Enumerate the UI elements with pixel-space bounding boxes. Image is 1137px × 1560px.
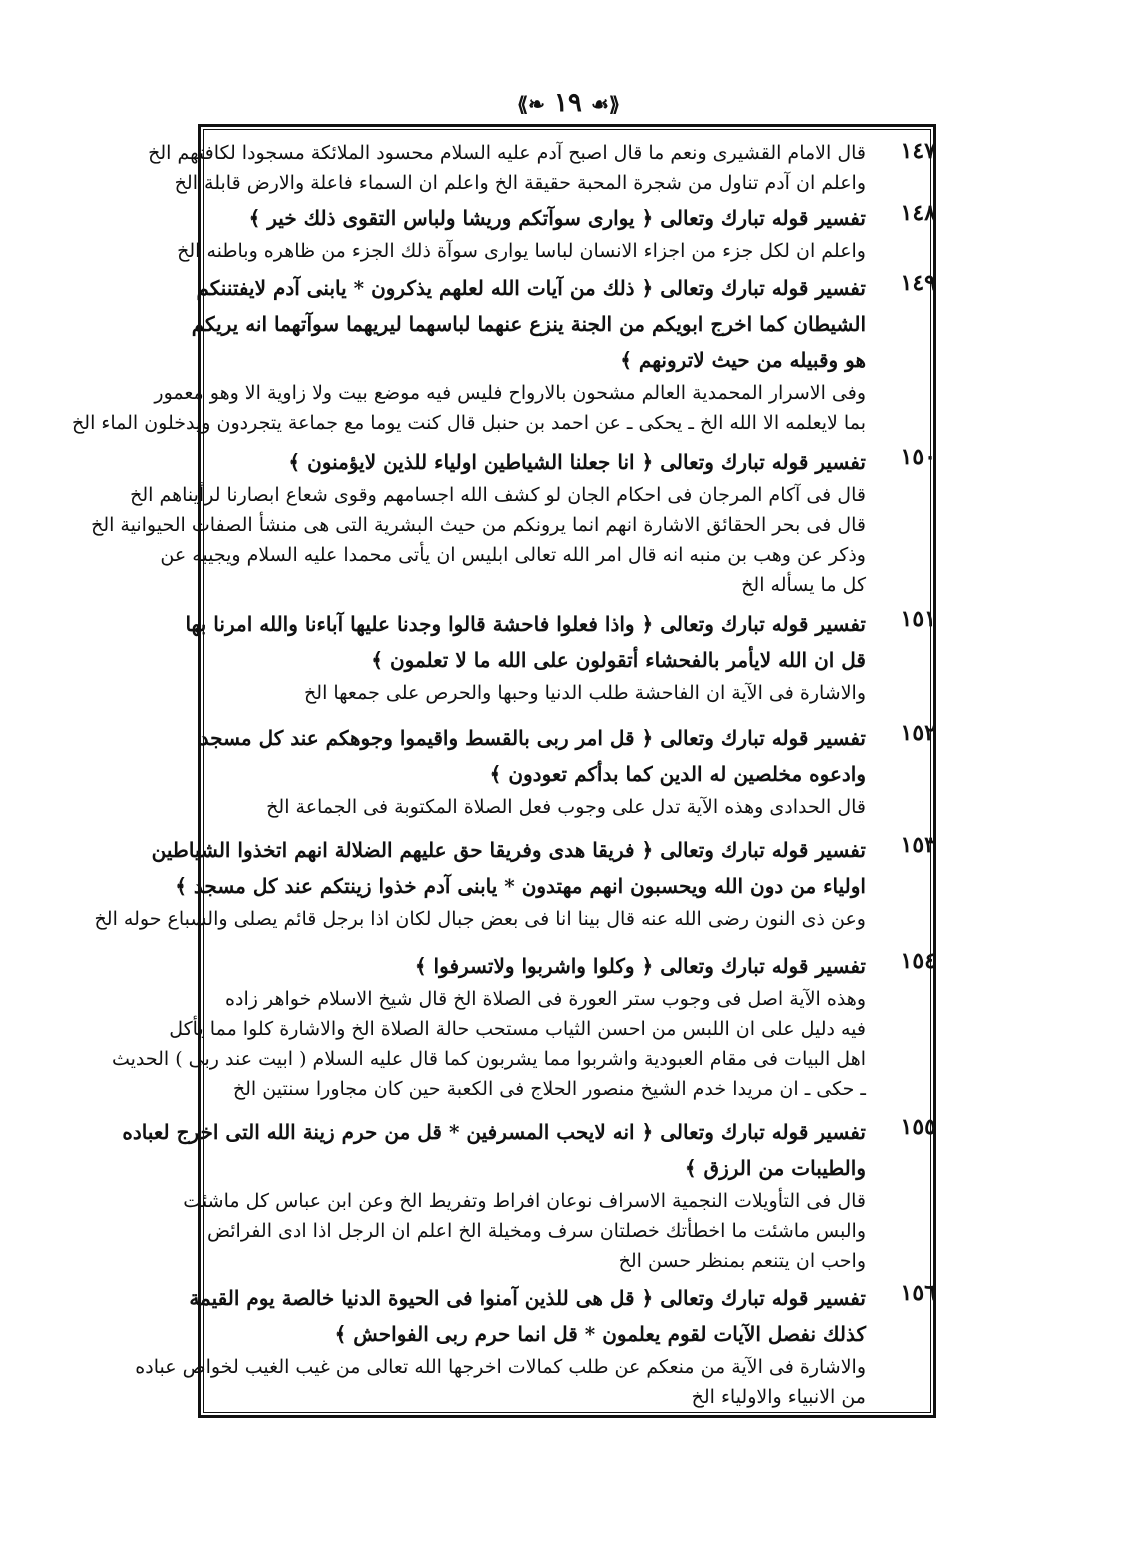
text-line: والبس ماشئت ما اخطأتك خصلتان سرف ومخيلة الخ اعلم ان الرجل اذا ادى الفرائض [206,1220,866,1242]
text-line: تفسير قوله تبارك وتعالى ﴿ انه لايحب المسرفين * قل من حرم زينة الله التى اخرج لعباده [122,1120,866,1144]
entry-lines [185,606,866,708]
text-line: بما لايعلمه الا الله الخ ـ يحكى ـ عن احمد بن حنبل قال كنت يوما مع جماعة يتجردون ويدخلون الماء الخ [72,412,866,434]
entry-number: ١٥٠ [900,444,936,470]
entry-153 [94,832,936,934]
text-line: قل ان الله لايأمر بالفحشاء أتقولون على الله ما لا تعلمون ﴾ [371,648,866,672]
entry-number: ١٥٤ [900,948,936,974]
entry-number: ١٥٦ [900,1280,936,1306]
entry-number: ١٤٧ [900,138,936,164]
entry-lines [177,200,866,266]
text-line: وادعوه مخلصين له الدين كما بدأكم تعودون ﴾ [489,762,866,786]
text-line: وذكر عن وهب بن منبه انه قال امر الله تعالى ابليس ان يأتى محمدا عليه السلام ويجيبه عن [160,544,866,566]
text-line: الشيطان كما اخرج ابويكم من الجنة ينزع عنهما لباسهما ليريهما سوآتهما انه يريكم [191,312,866,336]
entry-156 [135,1280,936,1412]
entry-lines [72,270,866,438]
entry-number: ١٥١ [900,606,936,632]
text-line: اولياء من دون الله ويحسبون انهم مهتدون * يابنى آدم خذوا زينتكم عند كل مسجد ﴾ [175,874,866,898]
entry-lines [111,948,866,1104]
text-line: تفسير قوله تبارك وتعالى ﴿ فريقا هدى وفريقا حق عليهم الضلالة انهم اتخذوا الشياطين [151,838,866,862]
entry-number: ١٥٥ [900,1114,936,1140]
entry-149 [72,270,936,438]
text-line: فيه دليل على ان اللبس من احسن الثياب مستحب حالة الصلاة الخ والاشارة كلوا مما يأكل [169,1018,866,1040]
text-line: كذلك نفصل الآيات لقوم يعلمون * قل انما حرم ربى الفواحش ﴾ [334,1322,866,1346]
ornament-left-icon: ⟪❧ [516,92,545,116]
text-line: واعلم ان لكل جزء من اجزاء الانسان لباسا يوارى سوآة ذلك الجزء من ظاهره وباطنه الخ [177,240,866,262]
text-line: واعلم ان آدم تناول من شجرة المحبة حقيقة الخ واعلم ان السماء فاعلة والارض قابلة الخ [174,172,866,194]
entry-number: ١٤٨ [900,200,936,226]
entries-list [72,132,936,1412]
text-line: واحب ان يتنعم بمنظر حسن الخ [618,1250,866,1272]
entry-151 [185,606,936,708]
entry-148 [177,200,936,266]
entry-lines [148,138,866,198]
text-line: تفسير قوله تبارك وتعالى ﴿ وكلوا واشربوا ولاتسرفوا ﴾ [414,954,866,978]
entry-lines [94,832,866,934]
text-line: تفسير قوله تبارك وتعالى ﴿ قل هى للذين آمنوا فى الحيوة الدنيا خالصة يوم القيمة [189,1286,866,1310]
entry-lines [122,1114,866,1276]
entry-lines [91,444,866,600]
text-line: تفسير قوله تبارك وتعالى ﴿ انا جعلنا الشياطين اولياء للذين لايؤمنون ﴾ [288,450,866,474]
page-number: ١٩ [553,88,582,118]
ornament-right-icon: ☙⟫ [590,92,620,116]
text-line: من الانبياء والاولياء الخ [691,1386,866,1408]
text-line: والاشارة فى الآية ان الفاحشة طلب الدنيا وحبها والحرص على جمعها الخ [304,682,866,704]
text-line: وهذه الآية اصل فى وجوب ستر العورة فى الصلاة الخ قال شيخ الاسلام خواهر زاده [225,988,866,1010]
text-line: والاشارة فى الآية من منعكم عن طلب كمالات اخرجها الله تعالى من غيب الغيب لخواص عباده [135,1356,866,1378]
text-line: هو وقبيله من حيث لاترونهم ﴾ [620,348,866,372]
entry-154 [111,948,936,1104]
entry-number: ١٤٩ [900,270,936,296]
text-line: تفسير قوله تبارك وتعالى ﴿ قل امر ربى بالقسط واقيموا وجوهكم عند كل مسجد [199,726,866,750]
entry-number: ١٥٢ [900,720,936,746]
text-line: اهل البيات فى مقام العبودية واشربوا مما يشربون كما قال عليه السلام ( ابيت عند ربى ) الحديث [111,1048,866,1070]
entry-147 [148,138,936,198]
text-line: كل ما يسأله الخ [741,574,866,596]
text-line: قال فى بحر الحقائق الاشارة انهم انما يرونكم من حيث البشرية التى هى منشأ الصفات الحيوانية الخ [91,514,866,536]
text-line: قال فى التأويلات النجمية الاسراف نوعان افراط وتفريط الخ وعن ابن عباس كل ماشئت [183,1190,866,1212]
page-header [0,88,1137,118]
text-line: تفسير قوله تبارك وتعالى ﴿ واذا فعلوا فاحشة قالوا وجدنا عليها آباءنا والله امرنا بها [185,612,866,636]
text-line: قال فى آكام المرجان فى احكام الجان لو كشف الله اجسامهم وقوى شعاع ابصارنا لرأيناهم الخ [130,484,866,506]
text-line: وعن ذى النون رضى الله عنه قال بينا انا فى بعض جبال لكان اذا برجل قائم يصلى والسباع حوله الخ [94,908,866,930]
text-line: ـ حكى ـ ان مريدا خدم الشيخ منصور الحلاج فى الكعبة حين كان مجاورا سنتين الخ [232,1078,866,1100]
entry-155 [122,1114,936,1276]
entry-lines [135,1280,866,1412]
entry-number: ١٥٣ [900,832,936,858]
entry-lines [199,720,866,822]
text-line: والطيبات من الرزق ﴾ [684,1156,866,1180]
text-line: تفسير قوله تبارك وتعالى ﴿ ذلك من آيات الله لعلهم يذكرون * يابنى آدم لايفتننكم [196,276,866,300]
text-line: قال الحدادى وهذه الآية تدل على وجوب فعل الصلاة المكتوبة فى الجماعة الخ [266,796,866,818]
entry-152 [199,720,936,822]
text-line: قال الامام القشيرى ونعم ما قال اصبح آدم عليه السلام محسود الملائكة مسجودا لكافتهم الخ [148,142,866,164]
text-line: وفى الاسرار المحمدية العالم مشحون بالارواح فليس فيه موضع بيت ولا زاوية الا وهو معمور [154,382,866,404]
text-line: تفسير قوله تبارك وتعالى ﴿ يوارى سوآتكم وريشا ولباس التقوى ذلك خير ﴾ [248,206,866,230]
entry-150 [91,444,936,600]
